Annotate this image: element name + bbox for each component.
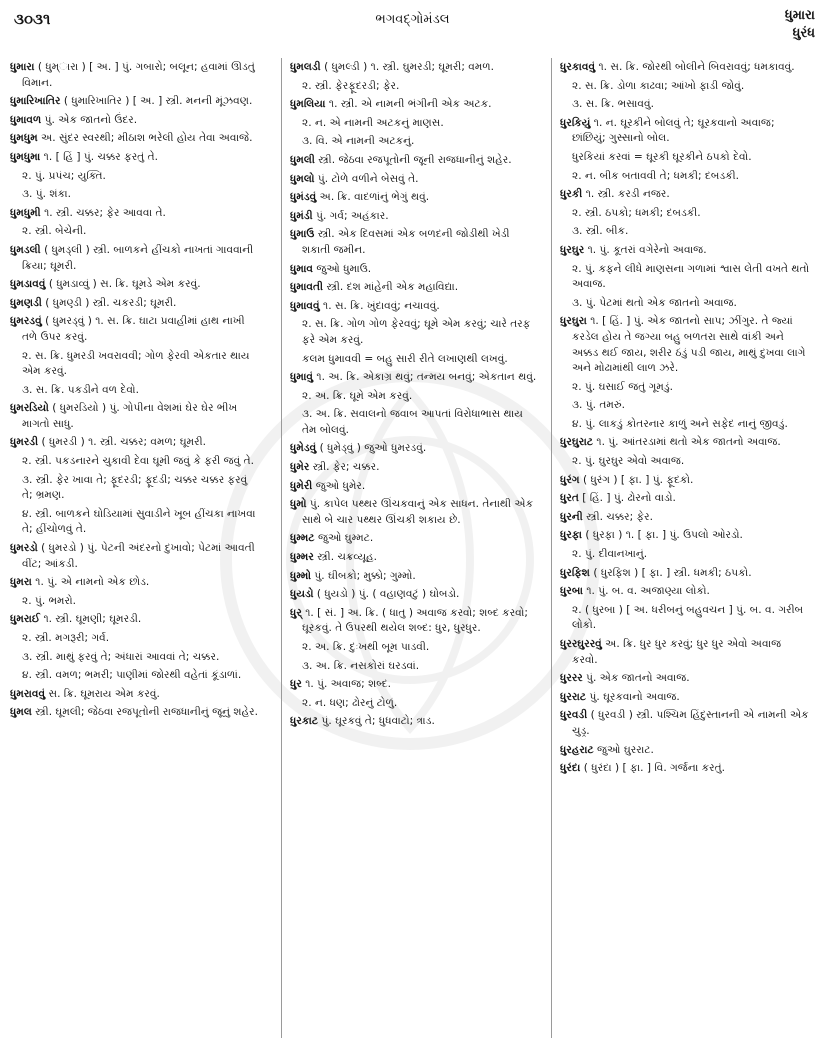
entry-headword: ધુમણડી <box>10 296 42 309</box>
entry-headword: ધુમડાવવું <box>10 278 46 291</box>
entry-headword: ધુરફા <box>560 529 582 542</box>
entry-sense: ૨. ( ધુરબા ) [ અ. ધરીબનું બહુવચન ] પું. બ. વ. ગરીબ લોકો. <box>572 603 804 632</box>
entry-definition: ૧. સ્ત્રી. એ નામની ભંગીની એક અટક. <box>328 98 492 111</box>
entry-definition: ૧. સ્ત્રી. કરડી નજર. <box>585 188 670 201</box>
entry-headword: ધુર્ <box>290 606 302 619</box>
dictionary-entry <box>560 491 810 507</box>
entry-headword: ધુમાવું <box>290 371 314 384</box>
dictionary-entry <box>560 435 810 451</box>
entry-headword: ધુરઘુર <box>560 243 585 256</box>
entry-definition: સ્ત્રી. ઘૂમલી; જેઠવા રજપૂતોની રાજધાનીનું જૂનું શહેર. <box>35 706 258 719</box>
entry-headword: ધુરબા <box>560 585 583 598</box>
entry-sense: ૨. પું. કફને લીધે માણસના ગળામાં શ્વાસ લેતી વખતે થતો અવાજ. <box>572 262 810 291</box>
entry-sense: ૩. પું. પેટમાં થતો એક જાતનો અવાજ. <box>572 296 737 309</box>
entry-headword: ધુમલડી <box>290 61 321 73</box>
dictionary-entry <box>290 262 540 278</box>
guide-word-first: ધુમારા <box>784 8 815 23</box>
entry-headword: ધુરત <box>560 492 579 505</box>
entry-definition: સ્ત્રી. ચક્રવ્યૂહ. <box>317 551 378 564</box>
entry-headword: ધુરકાટ <box>290 715 319 728</box>
dictionary-entry <box>290 280 540 296</box>
dictionary-entry <box>10 687 260 703</box>
dictionary-entry <box>10 277 260 293</box>
entry-headword: ધુમધુમ <box>10 132 38 145</box>
column-divider <box>281 58 282 1038</box>
entry-definition: ( ધુમરડો ) પું. પેટની અંદરનો દુખાવો; પેટમાં આવતી વીંટ; આંકડી. <box>22 542 255 570</box>
entry-definition: ( ધુમલ્ડી ) ૧. સ્ત્રી. ઘુમરડી; ઘૂમરી; વમળ. <box>324 61 494 73</box>
dictionary-entry <box>560 690 810 706</box>
dictionary-entry <box>10 60 260 91</box>
entry-definition: ૧. પું. એ નામનો એક છોડ. <box>35 576 150 589</box>
entry-sense: ૨. સ્ત્રી. ફેરફૂદરડી; ફેર. <box>302 79 400 92</box>
entry-definition: ૧. પું. અવાજ; શબ્દ. <box>305 678 392 691</box>
column-divider <box>551 58 552 1038</box>
entry-definition: પું. ઘૂરકવાનો અવાજ. <box>589 690 680 703</box>
entry-sense: ૨. પું. પ્રપંચ; યુક્તિ. <box>22 169 106 182</box>
dictionary-entry <box>10 296 260 312</box>
entry-definition: પું. ઘૂરકવું તે; ધુધવાટો; ત્રાડ. <box>321 715 435 728</box>
dictionary-entry <box>290 550 540 566</box>
entry-headword: ધુરહરાટ <box>560 743 594 756</box>
entry-headword: ધુયડો <box>290 588 314 601</box>
entry-definition: સ. ક્રિ. ઘૂમરાય એમ કરવું. <box>48 687 160 700</box>
dictionary-entry <box>10 575 260 591</box>
dictionary-entry <box>560 637 810 668</box>
dictionary-entry <box>560 761 810 777</box>
entry-definition: ૧. અ. ક્રિ. એકાગ્ર થવું; તન્મય બનવું; એકતાન થવું. <box>316 371 537 384</box>
entry-headword: ધુમડલી <box>10 243 41 256</box>
page-number: ૩૦૩૧ <box>14 10 51 28</box>
entry-sense: ૩. સ્ત્રી. બીક. <box>572 225 629 238</box>
entry-headword: ધુમલી <box>290 153 315 166</box>
dictionary-entry <box>290 97 540 113</box>
entry-headword: ધુરરઘુરરવું <box>560 638 602 650</box>
entry-sense: ૪. સ્ત્રી. બાળકને ઘોડિયામાં સુવાડીને ખૂબ હીંચકા નાખવા તે; હીંચોળવું તે. <box>22 507 256 536</box>
dictionary-entry <box>560 671 810 687</box>
entry-definition: ( ધુયડો ) પું. ( વહાણવટું ) ઘોબડો. <box>316 588 460 601</box>
page-header <box>0 0 825 44</box>
entry-definition: જુઓ ઘુરરાટ. <box>596 743 654 756</box>
entry-definition: ૧. પું. કૂતરાં વગેરેનો અવાજ. <box>587 243 707 256</box>
entry-headword: ધુમાવવું <box>290 299 320 312</box>
entry-headword: ધુમ્મટ <box>290 532 315 545</box>
dictionary-column-2 <box>290 60 540 1045</box>
entry-headword: ધુમરડો <box>10 542 38 555</box>
entry-definition: ( ધુમરડિયો ) પું. ગોપીના વેશમાં ઘેર ઘેર ભીખ માગતો સાધુ. <box>22 402 238 430</box>
entry-headword: ધુરરર <box>560 672 583 685</box>
dictionary-entry <box>290 60 540 76</box>
entry-sense: ૨. ન. એ નામની અટકનું માણસ. <box>302 116 444 129</box>
entry-sense: ૨. પું. ઘસાઈ જતું ગૂમડું. <box>572 380 674 393</box>
entry-headword: ધુમલિયા <box>290 98 326 111</box>
dictionary-entry <box>560 584 810 600</box>
dictionary-entry <box>10 612 260 628</box>
dictionary-column-3 <box>560 60 810 1045</box>
entry-headword: ધુરવડી <box>560 709 588 722</box>
dictionary-entry <box>10 206 260 222</box>
entry-definition: ૧. પું. બ. વ. અજાણ્યા લોકો. <box>586 585 710 598</box>
entry-definition: અ. ક્રિ. વાદળાંનું ભેગું થવું. <box>319 191 430 204</box>
entry-sense: ધુરકિયાં કરવાં = ઘૂરકી ઘૂરકીને ઠપકો દેવો. <box>572 150 752 163</box>
entry-definition: સ્ત્રી. દશ માંહેની એક મહાવિદ્યા. <box>326 281 459 294</box>
dictionary-entry <box>290 606 540 637</box>
entry-headword: ધુમરડી <box>10 436 39 449</box>
entry-definition: [ હિં. ] પું. ઢોરનો વાડો. <box>582 492 676 505</box>
entry-sense: ૨. અ. ક્રિ. દુઃખથી બૂમ પાડવી. <box>302 641 430 653</box>
dictionary-entry <box>290 460 540 476</box>
entry-sense: ૩. વિ. એ નામની અટકનું. <box>302 135 415 148</box>
dictionary-entry <box>560 243 810 259</box>
entry-definition: ( ધુમડાવ્વું ) સ. ક્રિ. ઘૂમડે એમ કરવું. <box>48 278 201 291</box>
entry-definition: ( ધુમેડ્વું ) જુઓ ધુમરડવું. <box>319 442 427 455</box>
dictionary-entry <box>560 708 810 739</box>
entry-definition: જુઓ ધુમાઉ. <box>316 262 372 275</box>
dictionary-entry <box>10 435 260 451</box>
entry-sense: ૩. પું. તમરું. <box>572 399 626 412</box>
dictionary-entry <box>10 541 260 572</box>
entry-definition: ( ધુમારિખાતિર ) [ અ. ] સ્ત્રી. મનની મૂંઝવણ. <box>63 95 253 108</box>
entry-definition: સ્ત્રી. એક દિવસમાં એક બળદની જોડીથી ખેડી શકાતી જમીન. <box>302 228 510 256</box>
entry-headword: ધુમો <box>290 498 307 511</box>
dictionary-entry <box>560 510 810 526</box>
entry-definition: ૧. સ. ક્રિ. જોરથી બોલીને બિવરાવવું; ધમકાવવું. <box>598 61 795 73</box>
entry-definition: સ્ત્રી. જેઠવા રજપૂતોની જૂની રાજધાનીનું શહેર. <box>318 153 512 166</box>
entry-sense: ૩. સ્ત્રી. ફેર ખાવા તે; ફૂદરડી; ફૂદડી; ચક્કર ચક્કર ફરવું તે; ભ્રમણ. <box>22 473 248 502</box>
entry-sense: ૩. સ્ત્રી. માથું ફરવું તે; અંધારાં આવવાં તે; ચક્કર. <box>22 650 220 663</box>
entry-definition: ૧. [ હિં ] પું. ચક્કર ફરતું તે. <box>43 150 158 163</box>
entry-headword: ધુરફિશ <box>560 566 590 579</box>
entry-definition: પું. ગર્વ; અહંકાર. <box>316 209 389 222</box>
entry-headword: ધુરરાટ <box>560 690 587 703</box>
entry-headword: ધુમાવતી <box>290 281 324 294</box>
dictionary-entry <box>560 528 810 544</box>
entry-sense: ૪. સ્ત્રી. વમળ; ભમરી; પાણીમાં જોરથી વહેતાં કૂંડાળાં. <box>22 669 242 682</box>
entry-definition: ૧. [ સં. ] અ. ક્રિ. ( ધાતુ ) અવાજ કરવો; શબ્દ કરવો; ઘૂરકવું. તે ઉપરથી થયેલ શબ્દ: ધુર, ધુરધુર. <box>302 606 528 635</box>
entry-headword: ધુમેર <box>290 461 310 474</box>
entry-sense: ૨. સ્ત્રી. પકડનારને ચુકાવી દેવા ઘૂમી જવું કે ફરી જવું તે. <box>22 455 255 468</box>
entry-definition: ૧. સ્ત્રી. ઘૂમણી; ઘૂમરડી. <box>43 613 142 626</box>
entry-headword: ધુમરડવું <box>10 315 42 328</box>
dictionary-entry <box>290 677 540 693</box>
dictionary-entry <box>10 401 260 432</box>
entry-definition: ૧. સ્ત્રી. ચક્કર; ફેર આવવા તે. <box>44 206 166 219</box>
entry-headword: ધુરકાવવું <box>560 61 596 73</box>
dictionary-entry <box>290 569 540 585</box>
entry-definition: સ્ત્રી. ફેર; ચક્કર. <box>312 461 380 474</box>
dictionary-entry <box>290 497 540 528</box>
entry-headword: ધુમાવ <box>290 262 314 275</box>
entry-sense: ૨. ન. બીક બતાવવી તે; ધમકી; દબડકી. <box>572 169 740 182</box>
entry-sense: ૨. સ. ક્રિ. ધુમરડી ખવરાવવી; ગોળ ફેરવી એકતાર થાય એમ કરવું. <box>22 349 250 378</box>
entry-headword: ધુમરા <box>10 576 32 589</box>
entry-headword: ધુરઘુરા <box>560 315 587 328</box>
running-title: ભગવદ્ગોમંડલ <box>375 12 450 27</box>
entry-sense: ૨. સ્ત્રી. ઠપકો; ધમકી; દબડકી. <box>572 206 701 219</box>
entry-definition: પું. ટોળે વળીને બેસવું તે. <box>317 172 419 185</box>
entry-definition: જુઓ ઘુમ્મટ. <box>317 532 374 545</box>
entry-definition: સ્ત્રી. ચક્કર; ફેર. <box>586 510 653 523</box>
dictionary-entry <box>560 187 810 203</box>
entry-sense: ૨. સ. ક્રિ. ગોળ ગોળ ફેરવવું; ઘૂમે એમ કરવું; ચારે તરફ ફરે એમ કરવું. <box>302 318 531 346</box>
dictionary-entry <box>290 441 540 457</box>
entry-definition: ૧. ન. ઘૂરકીને બોલવું તે; ઘૂરકવાનો અવાજ; છાંછિયું; ગુસ્સાનો બોલ. <box>572 116 775 145</box>
entry-sense: ૪. પું. લાકડું કોતરનાર કાળું અને સફેદ નાનું જીવડું. <box>572 417 788 430</box>
entry-definition: ( ધુમણ્ડી ) સ્ત્રી. ચકરડી; ઘૂમરી. <box>45 296 177 309</box>
guide-word-last: ધુરંધ <box>792 26 815 41</box>
entry-definition: ( ધુરવડી ) સ્ત્રી. પશ્ચિમ હિંદુસ્તાનની એ નામની એક ચુડ્ર. <box>572 709 809 737</box>
entry-headword: ધુમલ <box>10 706 32 719</box>
entry-headword: ધુમધુમા <box>10 150 41 163</box>
dictionary-entry <box>290 227 540 258</box>
dictionary-entry <box>10 131 260 147</box>
dictionary-entry <box>10 243 260 274</box>
entry-sense: ૨. પું. ભમરો. <box>22 594 77 607</box>
entry-definition: ૧. પું. આંતરડામાં થતો એક જાતનો અવાજ. <box>596 436 781 449</box>
entry-headword: ધુમેરી <box>290 479 313 492</box>
entry-headword: ધુમંડી <box>290 209 313 222</box>
dictionary-entry <box>290 172 540 188</box>
entry-definition: ( ધુમરડ્વું ) ૧. સ. ક્રિ. ઘાટા પ્રવાહીમાં હાથ નાખી તળે ઉપર કરવું. <box>22 315 245 343</box>
dictionary-entry <box>290 153 540 169</box>
entry-headword: ધુરંદા <box>560 762 581 775</box>
entry-definition: ( ધુરફિશ ) [ ફા. ] સ્ત્રી. ધમકી; ઠપકો. <box>593 566 752 579</box>
entry-headword: ધુમ્મો <box>290 569 312 582</box>
entry-sense: ૩. અ. ક્રિ. સવાલનો જવાબ આપતાં વિરોધાભાસ થાય તેમ બોલવું. <box>302 408 523 436</box>
dictionary-entry <box>560 116 810 147</box>
entry-definition: પું. કાપેલ પથ્થર ઊંચકવાનું એક સાધન. તેનાથી એક સાથે બે ચાર પથ્થર ઊંચકી શકાય છે. <box>302 498 534 526</box>
entry-definition: ૧. સ. ક્રિ. ખુંદાવવું; નચાવવું. <box>323 299 440 312</box>
dictionary-entry <box>560 314 810 376</box>
dictionary-entry <box>290 299 540 315</box>
entry-definition: ( ધુરંગ ) [ ફા. ] પું. ફૂદકો. <box>582 473 694 486</box>
entry-definition: પું. એક જાતનો ઉંદર. <box>44 113 138 126</box>
entry-definition: ( ધુરંદા ) [ ફા. ] વિ. ગર્જના કરતું. <box>583 762 726 775</box>
entry-headword: ધુમ્મર <box>290 551 314 564</box>
entry-sense: ૨. પું. ઘુરઘુર એવો અવાજ. <box>572 455 685 468</box>
entry-headword: ધુરકિયું <box>560 116 591 129</box>
entry-headword: ધુરની <box>560 510 583 523</box>
dictionary-entry <box>560 566 810 582</box>
entry-definition: અ. સુંદર સ્વરથી; મીઠાશ ભરેલી હોય તેવા અવાજે. <box>41 132 253 145</box>
entry-sense: ૨. સ્ત્રી. બેચેની. <box>22 225 87 238</box>
dictionary-entry <box>290 209 540 225</box>
dictionary-entry <box>10 705 260 721</box>
entry-definition: પું. ઘીબકો; મુક્કો; ગુમ્મો. <box>314 569 416 582</box>
entry-definition: ( ધુમ્ારા ) [ અ. ] પું. ગબારો; બલૂન; હવામાં ઊડતું વિમાન. <box>22 61 255 89</box>
entry-headword: ધુરકી <box>560 188 583 201</box>
entry-headword: ધુરઘુરાટ <box>560 436 593 449</box>
entry-headword: ધુર <box>290 678 302 691</box>
dictionary-entry <box>290 370 540 386</box>
entry-headword: ધુમરાઈ <box>10 613 41 626</box>
entry-definition: ( ધુરફા ) ૧. [ ફા. ] પું. ઉપલો ઓરડો. <box>585 529 743 542</box>
entry-sense: ૨. સ. ક્રિ. ડોળા કાઢવા; આંખો ફાડી જોવું. <box>572 79 745 92</box>
entry-sense: ૨. અ. ક્રિ. ઘૂમે એમ કરવું. <box>302 389 413 402</box>
entry-sense: ૨. સ્ત્રી. મગરૂરી; ગર્વ. <box>22 632 110 644</box>
entry-headword: ધુમંડવું <box>290 191 317 204</box>
entry-headword: ધુમેડવું <box>290 442 317 455</box>
dictionary-entry <box>10 314 260 345</box>
entry-sense: ૩. સ. ક્રિ. પકડીને વળ દેવો. <box>22 383 139 396</box>
entry-definition: ૧. [ હિં. ] પું. એક જાતનો સાપ; ઝીંગુર. તે જ્યાં કરડેલ હોય તે જગ્યા બહુ બળતરા સાથે વાંકી અને અક્કડ થઈ જાય, શરીર ઠંડું પડી જાય, માથું દુખવા લાગે અને મોઢામાંથી લાળ ઝરે. <box>572 315 806 375</box>
entry-sense: ૩. અ. ક્રિ. નસકોરાં ઘરડવાં. <box>302 659 420 672</box>
entry-headword: ધુમાવળ <box>10 113 42 126</box>
entry-sense: ૩. પું. શંકા. <box>22 188 72 201</box>
entry-sense: ૨. પું. દીવાનખાનું. <box>572 548 648 561</box>
entry-sense: ૨. ન. ધણ; ઢોરનું ટોળું. <box>302 696 398 709</box>
entry-headword: ધુમારિખાતિર <box>10 95 61 108</box>
entry-headword: ધુમલો <box>290 172 315 185</box>
entry-definition: ( ધુમડ્લી ) સ્ત્રી. બાળકને હીંચકો નાખતાં ગાવવાની ક્રિયા; ઘૂમરી. <box>22 243 254 272</box>
dictionary-entry <box>560 473 810 489</box>
dictionary-entry <box>560 60 810 76</box>
entry-headword: ધુમધુમી <box>10 206 41 219</box>
dictionary-entry <box>290 190 540 206</box>
entry-sense: ૩. સ. ક્રિ. ભસાવવું. <box>572 98 654 111</box>
dictionary-entry <box>10 150 260 166</box>
dictionary-entry <box>290 714 540 730</box>
dictionary-entry <box>290 587 540 603</box>
dictionary-entry <box>10 113 260 129</box>
entry-definition: પું. એક જાતનો અવાજ. <box>586 672 690 685</box>
dictionary-entry <box>10 94 260 110</box>
entry-headword: ધુમરડિયો <box>10 402 49 415</box>
entry-sense: કલમ ધુમાવવી = બહુ સારી રીતે લખાણથી લખવું. <box>302 352 508 365</box>
entry-definition: જુઓ ધુમેર. <box>315 479 366 492</box>
entry-headword: ધુમાઉ <box>290 228 315 241</box>
entry-definition: ( ધુમરડી ) ૧. સ્ત્રી. ચક્કર; વમળ; ઘૂમરી. <box>41 436 206 449</box>
dictionary-column-1 <box>10 60 260 1045</box>
dictionary-entry <box>290 479 540 495</box>
entry-headword: ધુમરાવવું <box>10 687 46 700</box>
entry-headword: ધુરંગ <box>560 473 580 486</box>
entry-definition: અ. ક્રિ. ધુર ધુર કરવું; ધુર ધુર એવો અવાજ કરવો. <box>572 638 782 666</box>
entry-headword: ધુમારા <box>10 61 35 73</box>
dictionary-entry <box>560 743 810 759</box>
dictionary-entry <box>290 531 540 547</box>
